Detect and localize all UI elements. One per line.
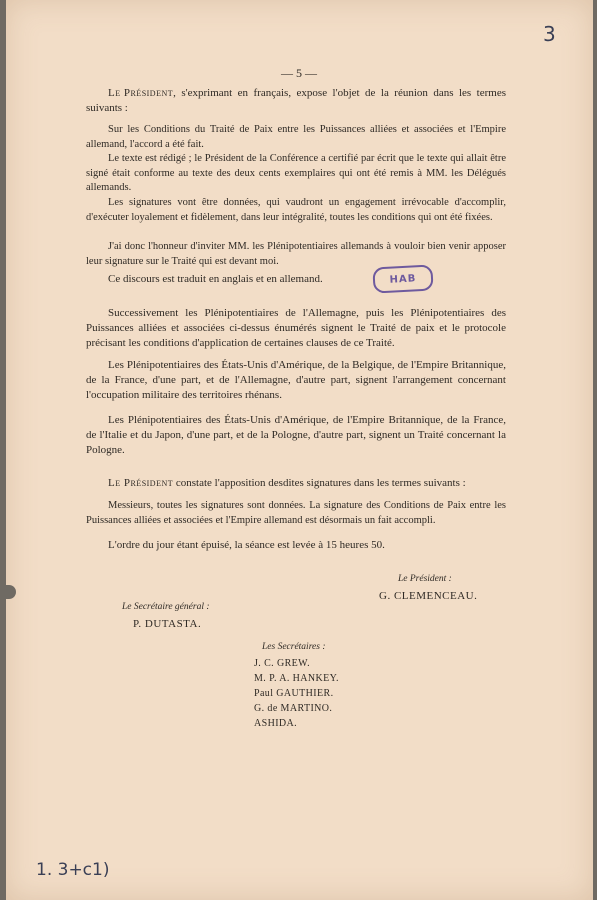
secretary-name: Paul GAUTHIER. bbox=[254, 688, 334, 699]
paragraph-signing: Successivement les Plénipotentiaires de l'Allemagne, puis les Plénipotentiaires des Puissances alliées et associées ci-dessus énumérés signent le Traité de paix et le protocole précisant les conditions d'application de certaines clauses de ce Traité. bbox=[86, 307, 506, 349]
statement-paragraph bbox=[108, 476, 466, 491]
intro-paragraph bbox=[86, 86, 506, 116]
secretary-name: G. de MARTINO. bbox=[254, 703, 333, 714]
bottom-handwritten-mark: 1. 3+c1) bbox=[36, 860, 110, 880]
secretary-general-name: P. DUTASTA. bbox=[133, 618, 202, 630]
speech-para-4: J'ai donc l'honneur d'inviter MM. les Plénipotentiaires allemands à vouloir bien venir apposer leur signature sur le Traité qui est devant moi. bbox=[86, 241, 506, 267]
secretary-general-title: Le Secrétaire général : bbox=[122, 602, 210, 612]
speech-para-1: Sur les Conditions du Traité de Paix entre les Puissances alliées et associées et l'Empire allemand, l'accord a été fait. bbox=[86, 124, 506, 150]
ink-stamp: HAB bbox=[372, 264, 433, 293]
intro-speaker: Le Président bbox=[108, 87, 174, 99]
statement-text: constate l'apposition desdites signatures dans les termes suivants : bbox=[173, 477, 466, 489]
speech-para-2: Le texte est rédigé ; le Président de la Conférence a certifié par écrit que le texte qui allait être signé était conforme au texte des deux cents exemplaires qui ont été remis à MM. les Délégués allemands. bbox=[86, 153, 506, 193]
secretary-name: J. C. GREW. bbox=[254, 658, 310, 669]
secretary-name: ASHIDA. bbox=[254, 718, 298, 729]
adjournment-line: L'ordre du jour étant épuisé, la séance est levée à 15 heures 50. bbox=[108, 539, 385, 551]
document-page bbox=[6, 0, 593, 900]
page-number: — 5 — bbox=[281, 66, 317, 80]
secretaries-title: Les Secrétaires : bbox=[262, 642, 326, 652]
secretary-name: M. P. A. HANKEY. bbox=[254, 673, 339, 684]
paragraph-rhineland: Les Plénipotentiaires des États-Unis d'Amérique, de la Belgique, de l'Empire Britannique, de la France, d'une part, et de l'Allemagne, d'autre part, signent l'arrangement concernant l'occupation militaire des territoires rhénans. bbox=[86, 359, 506, 401]
intro-text: , s'exprimant en français, expose l'objet de la réunion dans les termes suivants : bbox=[86, 87, 506, 114]
speech-para-3: Les signatures vont être données, qui vaudront un engagement irrévocable d'accomplir, d'exécuter loyalement et fidèlement, dans leur intégralité, toutes les conditions qui ont été fixées. bbox=[86, 197, 506, 223]
paragraph-poland: Les Plénipotentiaires des États-Unis d'Amérique, de l'Empire Britannique, de la France, de l'Italie et du Japon, d'une part, et de la Pologne, d'autre part, signent un Traité concernant la Pologne. bbox=[86, 414, 506, 456]
statement-speaker: Le Président bbox=[108, 477, 174, 489]
binding-hole bbox=[6, 585, 16, 599]
closing-speech: Messieurs, toutes les signatures sont données. La signature des Conditions de Paix entre les Puissances alliées et associées et l'Empire allemand est désormais un fait accompli. bbox=[86, 500, 506, 526]
president-name: G. CLEMENCEAU. bbox=[379, 590, 478, 602]
translation-note: Ce discours est traduit en anglais et en allemand. bbox=[108, 273, 323, 285]
corner-handwritten-mark: 3 bbox=[543, 22, 556, 46]
president-title: Le Président : bbox=[398, 574, 452, 584]
